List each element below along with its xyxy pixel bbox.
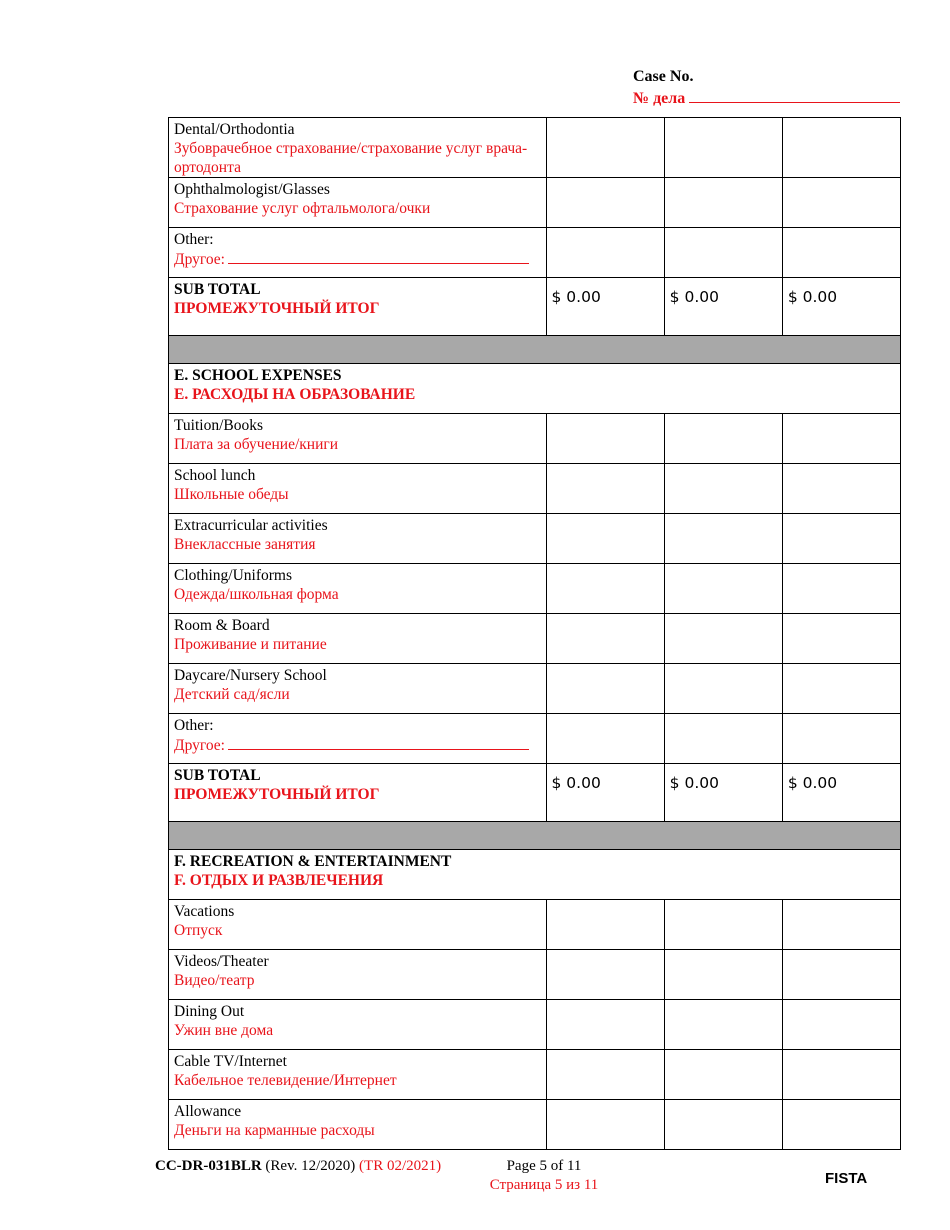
expense-table	[168, 117, 901, 1150]
row-label	[169, 664, 547, 714]
subtotal-value[interactable]: $ 0.00	[782, 764, 900, 822]
translation-revision: (TR 02/2021)	[359, 1158, 442, 1174]
row-label-en: Daycare/Nursery School	[174, 667, 327, 684]
amount-cell[interactable]	[546, 564, 664, 614]
row-label-en: Videos/Theater	[174, 953, 269, 970]
section-title-ru: E. РАСХОДЫ НА ОБРАЗОВАНИЕ	[174, 386, 416, 403]
section-title-en: E. SCHOOL EXPENSES	[174, 367, 342, 384]
amount-cell[interactable]	[546, 514, 664, 564]
subtotal-label-en: SUB TOTAL	[174, 281, 261, 298]
amount-cell[interactable]	[664, 118, 782, 178]
amount-cell[interactable]	[546, 414, 664, 464]
subtotal-value[interactable]: $ 0.00	[546, 278, 664, 336]
row-label	[169, 228, 547, 278]
row-label-en: School lunch	[174, 467, 256, 484]
row-label	[169, 614, 547, 664]
row-label-ru: Другое:	[174, 251, 225, 268]
amount-cell[interactable]	[546, 664, 664, 714]
form-id-footer	[155, 1158, 441, 1175]
row-label	[169, 178, 547, 228]
table-row	[169, 118, 901, 178]
amount-cell[interactable]	[546, 1000, 664, 1050]
amount-cell[interactable]	[546, 178, 664, 228]
amount-cell[interactable]	[664, 1100, 782, 1150]
amount-cell[interactable]	[782, 1050, 900, 1100]
case-label-ru: № дела	[633, 90, 686, 107]
row-label-ru: Ужин вне дома	[174, 1022, 274, 1039]
amount-cell[interactable]	[664, 714, 782, 764]
amount-cell[interactable]	[782, 228, 900, 278]
other-specify-field[interactable]	[228, 249, 529, 264]
amount-cell[interactable]	[664, 564, 782, 614]
row-label-ru: Отпуск	[174, 922, 223, 939]
row-label-en: Other:	[174, 231, 214, 248]
section-divider	[169, 336, 901, 364]
row-label-ru: Другое:	[174, 737, 225, 754]
amount-cell[interactable]	[664, 664, 782, 714]
case-label: Case No.	[633, 68, 694, 85]
section-header	[169, 364, 901, 414]
section-title	[169, 850, 901, 900]
page-number-ru: Страница 5 из 11	[489, 1177, 599, 1193]
row-label-en: Allowance	[174, 1103, 242, 1120]
section-title	[169, 364, 901, 414]
other-specify-field[interactable]	[228, 735, 529, 750]
row-label	[169, 1100, 547, 1150]
amount-cell[interactable]	[782, 664, 900, 714]
amount-cell[interactable]	[546, 614, 664, 664]
subtotal-row	[169, 278, 901, 336]
amount-cell[interactable]	[782, 414, 900, 464]
row-label-ru: Зубоврачебное страхование/страхование услуг врача-ортодонта	[174, 140, 528, 176]
amount-cell[interactable]	[546, 228, 664, 278]
amount-cell[interactable]	[546, 1100, 664, 1150]
subtotal-value[interactable]: $ 0.00	[664, 764, 782, 822]
table-row	[169, 414, 901, 464]
row-label	[169, 714, 547, 764]
row-label-ru: Видео/театр	[174, 972, 255, 989]
row-label-ru: Внеклассные занятия	[174, 536, 316, 553]
row-label	[169, 414, 547, 464]
amount-cell[interactable]	[664, 464, 782, 514]
table-row	[169, 1100, 901, 1150]
row-label-ru: Плата за обучение/книги	[174, 436, 339, 453]
table-row	[169, 228, 901, 278]
page-number-en: Page 5 of 11	[506, 1158, 582, 1174]
table-row	[169, 564, 901, 614]
amount-cell[interactable]	[782, 900, 900, 950]
table-row	[169, 950, 901, 1000]
table-row	[169, 664, 901, 714]
table-row	[169, 714, 901, 764]
row-label	[169, 464, 547, 514]
amount-cell[interactable]	[546, 118, 664, 178]
subtotal-row	[169, 764, 901, 822]
row-label-ru: Проживание и питание	[174, 636, 327, 653]
row-label-en: Tuition/Books	[174, 417, 264, 434]
amount-cell[interactable]	[782, 1000, 900, 1050]
section-title-ru: F. ОТДЫХ И РАЗВЛЕЧЕНИЯ	[174, 872, 384, 889]
row-label-ru: Одежда/школьная форма	[174, 586, 339, 603]
row-label-en: Clothing/Uniforms	[174, 567, 292, 584]
amount-cell[interactable]	[664, 178, 782, 228]
section-header	[169, 850, 901, 900]
page-number	[488, 1157, 600, 1195]
subtotal-label-ru: ПРОМЕЖУТОЧНЫЙ ИТОГ	[174, 786, 380, 803]
subtotal-label	[169, 278, 547, 336]
table-row	[169, 1050, 901, 1100]
subtotal-label-ru: ПРОМЕЖУТОЧНЫЙ ИТОГ	[174, 300, 380, 317]
row-label-ru: Кабельное телевидение/Интернет	[174, 1072, 397, 1089]
amount-cell[interactable]	[664, 1050, 782, 1100]
subtotal-label	[169, 764, 547, 822]
amount-cell[interactable]	[782, 614, 900, 664]
row-label-en: Dining Out	[174, 1003, 245, 1020]
amount-cell[interactable]	[664, 614, 782, 664]
row-label	[169, 514, 547, 564]
amount-cell[interactable]	[546, 1050, 664, 1100]
row-label	[169, 950, 547, 1000]
section-divider	[169, 822, 901, 850]
row-label-en: Dental/Orthodontia	[174, 121, 295, 138]
row-label	[169, 1050, 547, 1100]
table-row	[169, 178, 901, 228]
row-label-ru: Школьные обеды	[174, 486, 289, 503]
amount-cell[interactable]	[782, 118, 900, 178]
row-label-ru: Деньги на карманные расходы	[174, 1122, 375, 1139]
amount-cell[interactable]	[782, 714, 900, 764]
table-row	[169, 900, 901, 950]
amount-cell[interactable]	[782, 178, 900, 228]
subtotal-label-en: SUB TOTAL	[174, 767, 261, 784]
amount-cell[interactable]	[546, 950, 664, 1000]
table-row	[169, 1000, 901, 1050]
amount-cell[interactable]	[546, 900, 664, 950]
table-row	[169, 514, 901, 564]
case-number-field[interactable]	[689, 87, 900, 103]
row-label-en: Other:	[174, 717, 214, 734]
row-label	[169, 1000, 547, 1050]
amount-cell[interactable]	[546, 714, 664, 764]
case-number-block	[633, 67, 900, 109]
amount-cell[interactable]	[664, 414, 782, 464]
row-label	[169, 564, 547, 614]
amount-cell[interactable]	[664, 950, 782, 1000]
amount-cell[interactable]	[664, 900, 782, 950]
row-label-en: Room & Board	[174, 617, 270, 634]
fista-mark: FISTA	[825, 1170, 868, 1187]
amount-cell[interactable]	[782, 564, 900, 614]
subtotal-value[interactable]: $ 0.00	[664, 278, 782, 336]
form-revision: (Rev. 12/2020)	[265, 1158, 356, 1174]
row-label-en: Vacations	[174, 903, 235, 920]
amount-cell[interactable]	[664, 514, 782, 564]
row-label-ru: Детский сад/ясли	[174, 686, 290, 703]
amount-cell[interactable]	[782, 464, 900, 514]
amount-cell[interactable]	[664, 228, 782, 278]
amount-cell[interactable]	[782, 950, 900, 1000]
row-label	[169, 118, 547, 178]
subtotal-value[interactable]: $ 0.00	[546, 764, 664, 822]
section-title-en: F. RECREATION & ENTERTAINMENT	[174, 853, 452, 870]
table-row	[169, 464, 901, 514]
amount-cell[interactable]	[546, 464, 664, 514]
row-label-en: Extracurricular activities	[174, 517, 328, 534]
amount-cell[interactable]	[782, 514, 900, 564]
amount-cell[interactable]	[782, 1100, 900, 1150]
row-label	[169, 900, 547, 950]
row-label-en: Cable TV/Internet	[174, 1053, 287, 1070]
form-id: CC-DR-031BLR	[155, 1158, 262, 1174]
row-label-ru: Страхование услуг офтальмолога/очки	[174, 200, 431, 217]
row-label-en: Ophthalmologist/Glasses	[174, 181, 330, 198]
table-row	[169, 614, 901, 664]
amount-cell[interactable]	[664, 1000, 782, 1050]
subtotal-value[interactable]: $ 0.00	[782, 278, 900, 336]
